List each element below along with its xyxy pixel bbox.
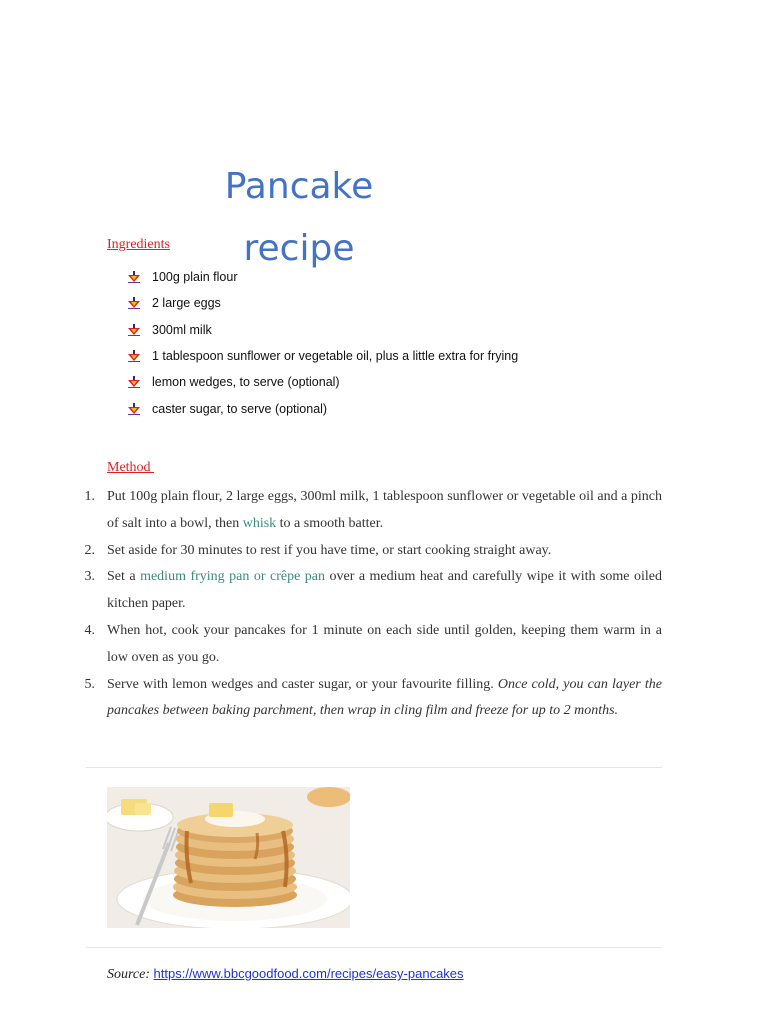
- step-number: 4.: [84, 622, 95, 638]
- method-step: [78, 484, 662, 538]
- step-text: Serve with lemon wedges and caster sugar, or your favourite filling.: [107, 676, 498, 692]
- source-line: [107, 966, 464, 983]
- source-label: Source:: [107, 967, 154, 982]
- step-text-after: to a smooth batter.: [276, 515, 384, 531]
- method-list: [78, 484, 662, 725]
- ingredients-list: [128, 264, 518, 422]
- pancake-stack-image: [107, 787, 350, 928]
- step-number: 3.: [84, 569, 95, 585]
- ingredient-text: 1 tablespoon sunflower or vegetable oil, plus a little extra for frying: [152, 349, 519, 364]
- page-title: [199, 156, 399, 280]
- divider-top: [86, 767, 662, 768]
- ingredient-text: 2 large eggs: [152, 296, 221, 311]
- step-text: Set aside for 30 minutes to rest if you have time, or start cooking straight away.: [107, 542, 552, 558]
- method-step: [78, 672, 662, 726]
- ingredient-text: lemon wedges, to serve (optional): [152, 375, 340, 390]
- step-number: 1.: [84, 489, 95, 504]
- step-note: Once cold, you can layer the pancakes between baking parchment, then wrap in cling film and freeze for up to 2 months.: [107, 676, 662, 719]
- step-text: Put 100g plain flour, 2 large eggs, 300ml milk, 1 tablespoon sunflower or vegetable oil and a pinch of salt into a bowl, then: [107, 489, 662, 531]
- step-text: When hot, cook your pancakes for 1 minute on each side until golden, keeping them warm in a low oven as you go.: [107, 622, 662, 665]
- ingredient-text: caster sugar, to serve (optional): [152, 401, 328, 416]
- ingredient-item: [128, 343, 518, 369]
- arrow-down-bullet-icon: [128, 375, 152, 389]
- title-line-1: Pancake: [224, 166, 374, 208]
- step-text-after: over a medium heat and carefully wipe it with some oiled kitchen paper.: [107, 569, 662, 612]
- title-line-2: recipe: [243, 228, 355, 270]
- arrow-down-bullet-icon: [128, 402, 152, 416]
- arrow-down-bullet-icon: [128, 270, 152, 284]
- step-text: Set a: [107, 569, 141, 585]
- ingredients-heading: Ingredients: [107, 237, 170, 252]
- ingredient-text: 100g plain flour: [152, 270, 238, 285]
- ingredient-item: [128, 369, 518, 395]
- arrow-down-bullet-icon: [128, 323, 152, 337]
- method-step: [78, 538, 662, 565]
- divider-bottom: [86, 947, 662, 948]
- ingredient-item: [128, 290, 518, 316]
- arrow-down-bullet-icon: [128, 349, 152, 363]
- ingredient-item: [128, 264, 518, 290]
- method-heading: Method: [107, 460, 155, 475]
- method-step: [78, 618, 662, 672]
- ingredient-item: [128, 395, 518, 421]
- method-step: [78, 564, 662, 618]
- ingredient-text: 300ml milk: [152, 322, 212, 337]
- step-link[interactable]: whisk: [242, 515, 277, 531]
- step-number: 2.: [84, 542, 95, 558]
- source-link[interactable]: https://www.bbcgoodfood.com/recipes/easy-pancakes: [153, 966, 464, 981]
- arrow-down-bullet-icon: [128, 296, 152, 310]
- ingredient-item: [128, 317, 518, 343]
- step-number: 5.: [84, 676, 95, 692]
- step-link[interactable]: medium frying pan or crêpe pan: [140, 569, 325, 585]
- pancake-photo: [107, 787, 350, 928]
